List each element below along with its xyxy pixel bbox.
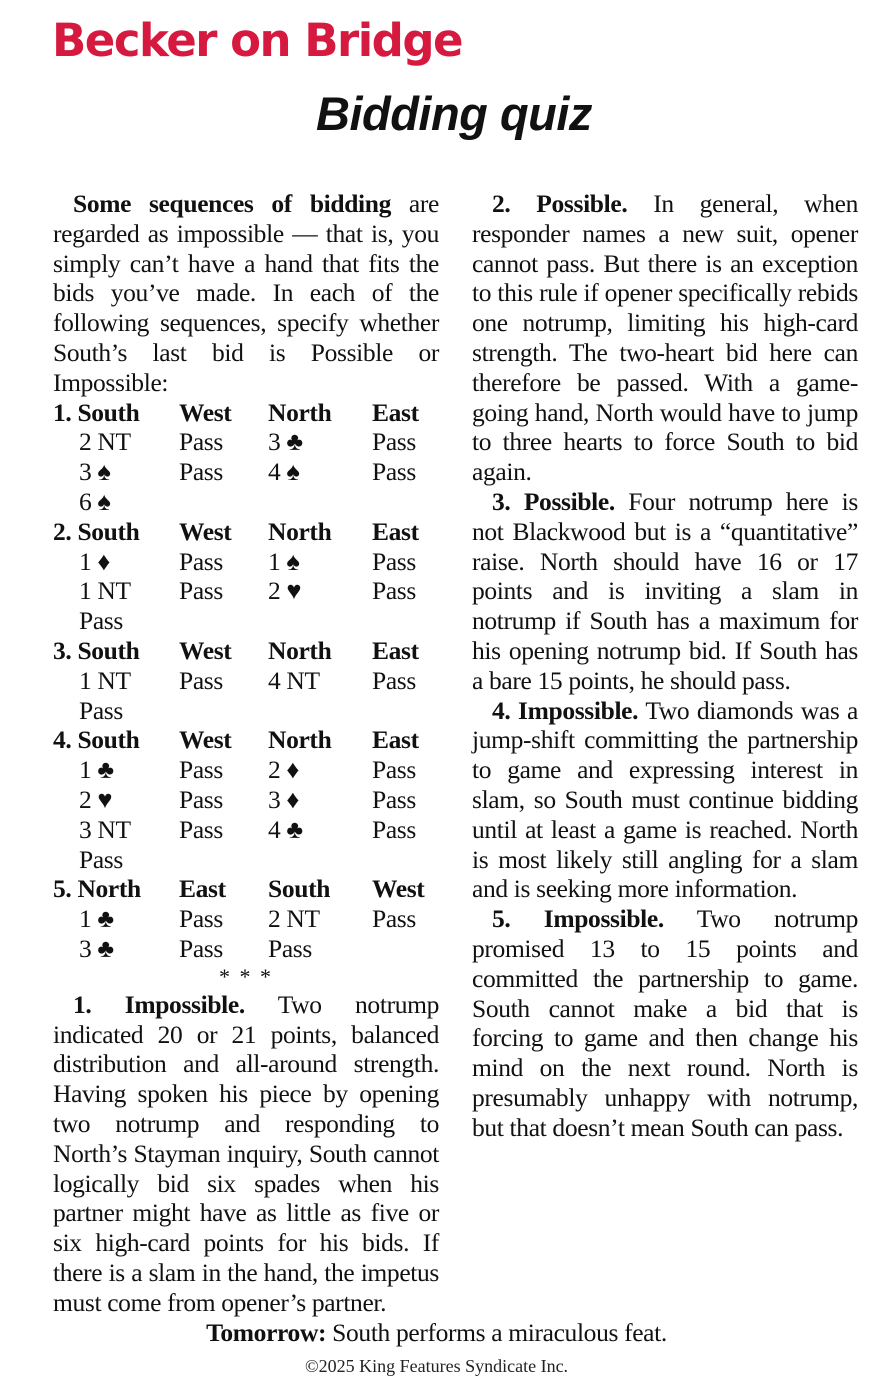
bid: 6 ♠ (79, 486, 111, 516)
bid: 1 ♣ (79, 755, 114, 785)
bid (372, 487, 439, 517)
bid: 3 ♣ (79, 933, 114, 963)
seat-label: 5. North (53, 874, 141, 904)
bid-row (53, 904, 439, 934)
bid: Pass (79, 695, 123, 725)
bid: Pass (179, 665, 223, 695)
seat-label: 3. South (53, 635, 140, 665)
article-title: Bidding quiz (316, 87, 592, 140)
bid (372, 845, 439, 875)
seat-label: East (372, 725, 419, 755)
bid (268, 696, 372, 726)
seat-label: West (179, 397, 232, 427)
bid-row (53, 606, 439, 636)
quiz-1-header (53, 398, 439, 428)
bid: Pass (372, 427, 416, 457)
bid: Pass (179, 814, 223, 844)
answer-text: Two diamonds was a jump-shift committing the partnership to game and expressing interest in slam, so South must continue bidding until at least a game is reached. North is most likely still angling for a slam and is seeking more information. (472, 695, 858, 904)
bidding-table (53, 398, 439, 964)
seat-label: West (179, 516, 232, 546)
quiz-3-header (53, 636, 439, 666)
bid: 2 ♥ (268, 576, 302, 606)
bid-row (53, 427, 439, 457)
seat-label: West (179, 635, 232, 665)
intro-text: are regarded as impossible — that is, you simply can’t have a hand that fits the bids you’ve made. In each of the following sequences, specify whether South’s last bid is Possible or Impossible: (53, 189, 440, 397)
bid (268, 606, 372, 636)
bid: 4 NT (268, 665, 320, 695)
section-separator: * * * (219, 963, 273, 989)
bid: Pass (179, 457, 223, 487)
bid: 4 ♠ (268, 457, 300, 487)
bid: Pass (372, 755, 416, 785)
bid: 2 ♥ (79, 784, 113, 814)
bid: 1 NT (79, 665, 131, 695)
seat-label: North (268, 635, 332, 665)
intro-paragraph (53, 189, 439, 398)
tomorrow-teaser (0, 1318, 873, 1348)
bid (268, 845, 372, 875)
bid: 4 ♣ (268, 814, 303, 844)
bid: Pass (179, 755, 223, 785)
bid-row (53, 576, 439, 606)
answer-text: Four notrump here is not Blackwood but is a “quantitative” raise. North should have 16 or 17 points and is inviting a slam in notrump if South has a maximum for his opening notrump bid. If South has a bare 15 points, he should pass. (472, 486, 858, 695)
right-column (472, 189, 858, 1143)
bid: 2 ♦ (268, 755, 300, 785)
bid: Pass (268, 933, 312, 963)
seat-label: North (268, 516, 332, 546)
bid-row (53, 815, 439, 845)
bid: 3 ♦ (268, 784, 300, 814)
bid: Pass (179, 546, 223, 576)
bid: 3 NT (79, 814, 131, 844)
bid: 1 ♣ (79, 904, 114, 934)
bid: Pass (179, 576, 223, 606)
bid: 1 ♦ (79, 546, 111, 576)
answer-2 (472, 189, 858, 487)
bid-row (53, 755, 439, 785)
seat-label: West (372, 874, 425, 904)
seat-label: 1. South (53, 397, 140, 427)
answer-3 (472, 487, 858, 696)
bid: Pass (372, 904, 416, 934)
bid (179, 606, 268, 636)
bid-row (53, 696, 439, 726)
bid: 1 NT (79, 576, 131, 606)
bid (372, 696, 439, 726)
answer-5 (472, 904, 858, 1142)
answer-text: In general, when responder names a new suit, opener cannot pass. But there is an exception to this rule if opener specifically rebids one notrump, limiting his high-card strength. The two-heart bid here can therefore be passed. With a game-going hand, North would have to jump to three hearts to force South to bid again. (472, 189, 858, 487)
quiz-4-header (53, 725, 439, 755)
bid: Pass (179, 904, 223, 934)
answer-text: Two notrump promised 13 to 15 points and committed the partnership to game. South cannot make a bid that is forcing to game and then change his mind on the next round. North is presumably unhappy with notrump, but that doesn’t mean South can pass. (472, 904, 858, 1142)
answer-1 (53, 990, 439, 1318)
tomorrow-text: South performs a miraculous feat. (326, 1318, 667, 1347)
bid: 2 NT (268, 904, 320, 934)
answer-label: 3. Possible. (492, 486, 615, 516)
bid: Pass (179, 784, 223, 814)
seat-label: North (268, 725, 332, 755)
answer-4 (472, 696, 858, 905)
copyright-notice: ©2025 King Features Syndicate Inc. (304, 1356, 569, 1376)
answer-label: 1. Impossible. (73, 989, 245, 1019)
seat-label: East (179, 874, 226, 904)
bid: Pass (372, 457, 416, 487)
bid (268, 487, 372, 517)
bid-row (53, 457, 439, 487)
bid: Pass (372, 546, 416, 576)
bid (372, 934, 439, 964)
bid: 3 ♣ (268, 427, 303, 457)
seat-label: 2. South (53, 516, 140, 546)
bid (179, 487, 268, 517)
seat-label: South (268, 874, 331, 904)
bid-row (53, 666, 439, 696)
tomorrow-label: Tomorrow: (206, 1318, 327, 1347)
bid-row (53, 547, 439, 577)
bid: Pass (179, 933, 223, 963)
quiz-2-header (53, 517, 439, 547)
bid (179, 696, 268, 726)
bid-row (53, 845, 439, 875)
bid-row (53, 934, 439, 964)
bid: 3 ♠ (79, 457, 111, 487)
bid: Pass (79, 606, 123, 636)
bid: 1 ♠ (268, 546, 300, 576)
answer-label: 4. Impossible. (492, 695, 639, 725)
intro-lead: Some sequences of bidding (73, 189, 392, 218)
bid: Pass (372, 814, 416, 844)
quiz-5-header (53, 874, 439, 904)
bid (179, 845, 268, 875)
bid: Pass (179, 427, 223, 457)
seat-label: East (372, 635, 419, 665)
seat-label: 4. South (53, 725, 140, 755)
answer-text: Two notrump indicated 20 or 21 points, balanced distribution and all-around strength. Having spoken his piece by opening two notrump and responding to North’s Stayman inquiry, South cannot logically bid six spades when his partner might have as little as five or six high-card points for his bids. If there is a slam in the hand, the impetus must come from opener’s partner. (53, 989, 439, 1317)
bid: Pass (372, 576, 416, 606)
seat-label: West (179, 725, 232, 755)
seat-label: East (372, 516, 419, 546)
left-column (53, 189, 439, 1317)
bid: 2 NT (79, 427, 131, 457)
answer-label: 2. Possible. (492, 189, 628, 218)
bid: Pass (79, 844, 123, 874)
seat-label: East (372, 397, 419, 427)
bid: Pass (372, 784, 416, 814)
answer-label: 5. Impossible. (492, 904, 664, 934)
seat-label: North (268, 397, 332, 427)
bid: Pass (372, 665, 416, 695)
column-brand-title: Becker on Bridge (52, 14, 463, 67)
bid (372, 606, 439, 636)
bid-row (53, 487, 439, 517)
bid-row (53, 785, 439, 815)
